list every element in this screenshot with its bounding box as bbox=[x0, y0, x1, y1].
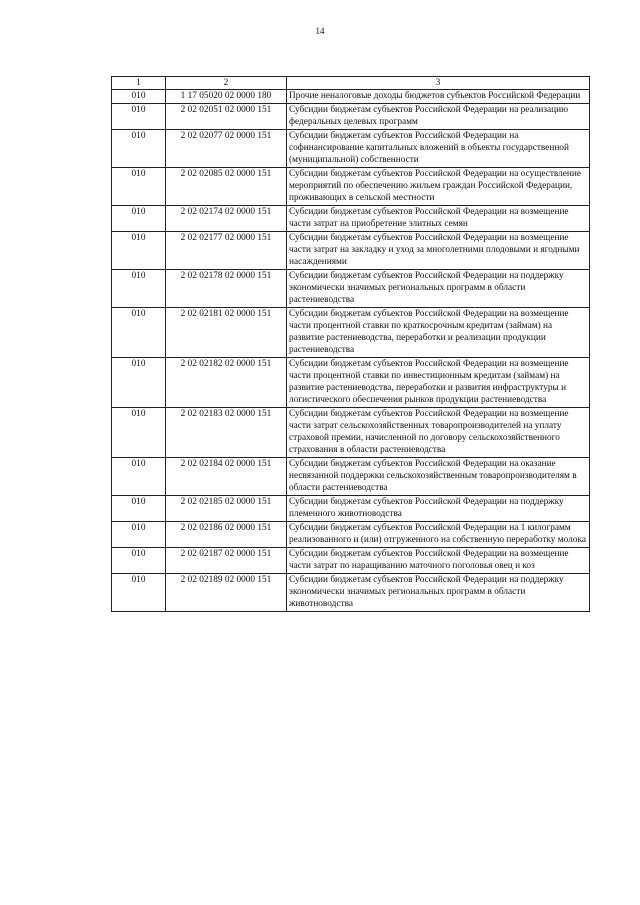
admin-code-cell: 010 bbox=[112, 458, 166, 496]
revenue-name-cell: Субсидии бюджетам субъектов Российской Федерации на возмещение части затрат на приобретение элитных семян bbox=[287, 206, 590, 232]
table-row bbox=[112, 168, 590, 206]
revenue-name-cell: Прочие неналоговые доходы бюджетов субъектов Российской Федерации bbox=[287, 90, 590, 104]
revenue-codes-table bbox=[111, 76, 590, 612]
revenue-name-cell: Субсидии бюджетам субъектов Российской Федерации на оказание несвязанной поддержки сельскохозяйственным товаропроизводителям в области растениеводства bbox=[287, 458, 590, 496]
admin-code-cell: 010 bbox=[112, 270, 166, 308]
revenue-name-cell: Субсидии бюджетам субъектов Российской Федерации на поддержку экономически значимых региональных программ в области животноводства bbox=[287, 574, 590, 612]
admin-code-cell: 010 bbox=[112, 90, 166, 104]
revenue-name-cell: Субсидии бюджетам субъектов Российской Федерации на поддержку племенного животноводства bbox=[287, 496, 590, 522]
table-row bbox=[112, 496, 590, 522]
revenue-name-cell: Субсидии бюджетам субъектов Российской Федерации на возмещение части затрат по наращиванию маточного поголовья овец и коз bbox=[287, 548, 590, 574]
admin-code-cell: 010 bbox=[112, 574, 166, 612]
admin-code-cell: 010 bbox=[112, 104, 166, 130]
admin-code-cell: 010 bbox=[112, 130, 166, 168]
admin-code-cell: 010 bbox=[112, 168, 166, 206]
table-row bbox=[112, 548, 590, 574]
revenue-name-cell: Субсидии бюджетам субъектов Российской Федерации на реализацию федеральных целевых программ bbox=[287, 104, 590, 130]
revenue-code-cell: 2 02 02177 02 0000 151 bbox=[166, 232, 287, 270]
column-header-2: 2 bbox=[166, 77, 287, 90]
admin-code-cell: 010 bbox=[112, 308, 166, 358]
column-header-3: 3 bbox=[287, 77, 590, 90]
revenue-code-cell: 2 02 02077 02 0000 151 bbox=[166, 130, 287, 168]
revenue-code-cell: 2 02 02181 02 0000 151 bbox=[166, 308, 287, 358]
table-row bbox=[112, 522, 590, 548]
revenue-name-cell: Субсидии бюджетам субъектов Российской Федерации на осуществление мероприятий по обеспечению жильем граждан Российской Федерации, проживающих в сельской местности bbox=[287, 168, 590, 206]
revenue-code-cell: 2 02 02182 02 0000 151 bbox=[166, 358, 287, 408]
page-number: 14 bbox=[315, 26, 325, 36]
table-row bbox=[112, 206, 590, 232]
admin-code-cell: 010 bbox=[112, 408, 166, 458]
table-body bbox=[112, 90, 590, 612]
revenue-code-cell: 2 02 02085 02 0000 151 bbox=[166, 168, 287, 206]
revenue-code-cell: 2 02 02185 02 0000 151 bbox=[166, 496, 287, 522]
table-header-row bbox=[112, 77, 590, 90]
revenue-name-cell: Субсидии бюджетам субъектов Российской Федерации на 1 килограмм реализованного и (или) отгруженного на собственную переработку молока bbox=[287, 522, 590, 548]
revenue-code-cell: 2 02 02051 02 0000 151 bbox=[166, 104, 287, 130]
admin-code-cell: 010 bbox=[112, 548, 166, 574]
revenue-name-cell: Субсидии бюджетам субъектов Российской Федерации на возмещение части процентной ставки по инвестиционным кредитам (займам) на развитие растениеводства, переработки и развития инфраструктуры и логистического обеспечения рынков продукции растениеводства bbox=[287, 358, 590, 408]
table-row bbox=[112, 574, 590, 612]
revenue-name-cell: Субсидии бюджетам субъектов Российской Федерации на поддержку экономически значимых региональных программ в области растениеводства bbox=[287, 270, 590, 308]
table-row bbox=[112, 308, 590, 358]
table-row bbox=[112, 232, 590, 270]
admin-code-cell: 010 bbox=[112, 232, 166, 270]
revenue-code-cell: 2 02 02184 02 0000 151 bbox=[166, 458, 287, 496]
admin-code-cell: 010 bbox=[112, 496, 166, 522]
column-header-1: 1 bbox=[112, 77, 166, 90]
table-row bbox=[112, 458, 590, 496]
table-row bbox=[112, 270, 590, 308]
revenue-name-cell: Субсидии бюджетам субъектов Российской Федерации на возмещение части затрат сельскохозяйственных товаропроизводителей на уплату страховой премии, начисленной по договору сельскохозяйственного страхования в области растениеводства bbox=[287, 408, 590, 458]
revenue-code-cell: 2 02 02174 02 0000 151 bbox=[166, 206, 287, 232]
revenue-code-cell: 2 02 02187 02 0000 151 bbox=[166, 548, 287, 574]
table-row bbox=[112, 408, 590, 458]
table-row bbox=[112, 358, 590, 408]
admin-code-cell: 010 bbox=[112, 358, 166, 408]
revenue-code-cell: 2 02 02178 02 0000 151 bbox=[166, 270, 287, 308]
table-row bbox=[112, 104, 590, 130]
admin-code-cell: 010 bbox=[112, 206, 166, 232]
revenue-name-cell: Субсидии бюджетам субъектов Российской Федерации на софинансирование капитальных вложений в объекты государственной (муниципальной) собственности bbox=[287, 130, 590, 168]
table-row bbox=[112, 90, 590, 104]
admin-code-cell: 010 bbox=[112, 522, 166, 548]
revenue-code-cell: 2 02 02186 02 0000 151 bbox=[166, 522, 287, 548]
revenue-name-cell: Субсидии бюджетам субъектов Российской Федерации на возмещение части процентной ставки по краткосрочным кредитам (займам) на развитие растениеводства, переработки и реализации продукции растениеводства bbox=[287, 308, 590, 358]
revenue-code-cell: 2 02 02189 02 0000 151 bbox=[166, 574, 287, 612]
revenue-code-cell: 1 17 05020 02 0000 180 bbox=[166, 90, 287, 104]
revenue-name-cell: Субсидии бюджетам субъектов Российской Федерации на возмещение части затрат на закладку и уход за многолетними плодовыми и ягодными насаждениями bbox=[287, 232, 590, 270]
revenue-code-cell: 2 02 02183 02 0000 151 bbox=[166, 408, 287, 458]
table-row bbox=[112, 130, 590, 168]
